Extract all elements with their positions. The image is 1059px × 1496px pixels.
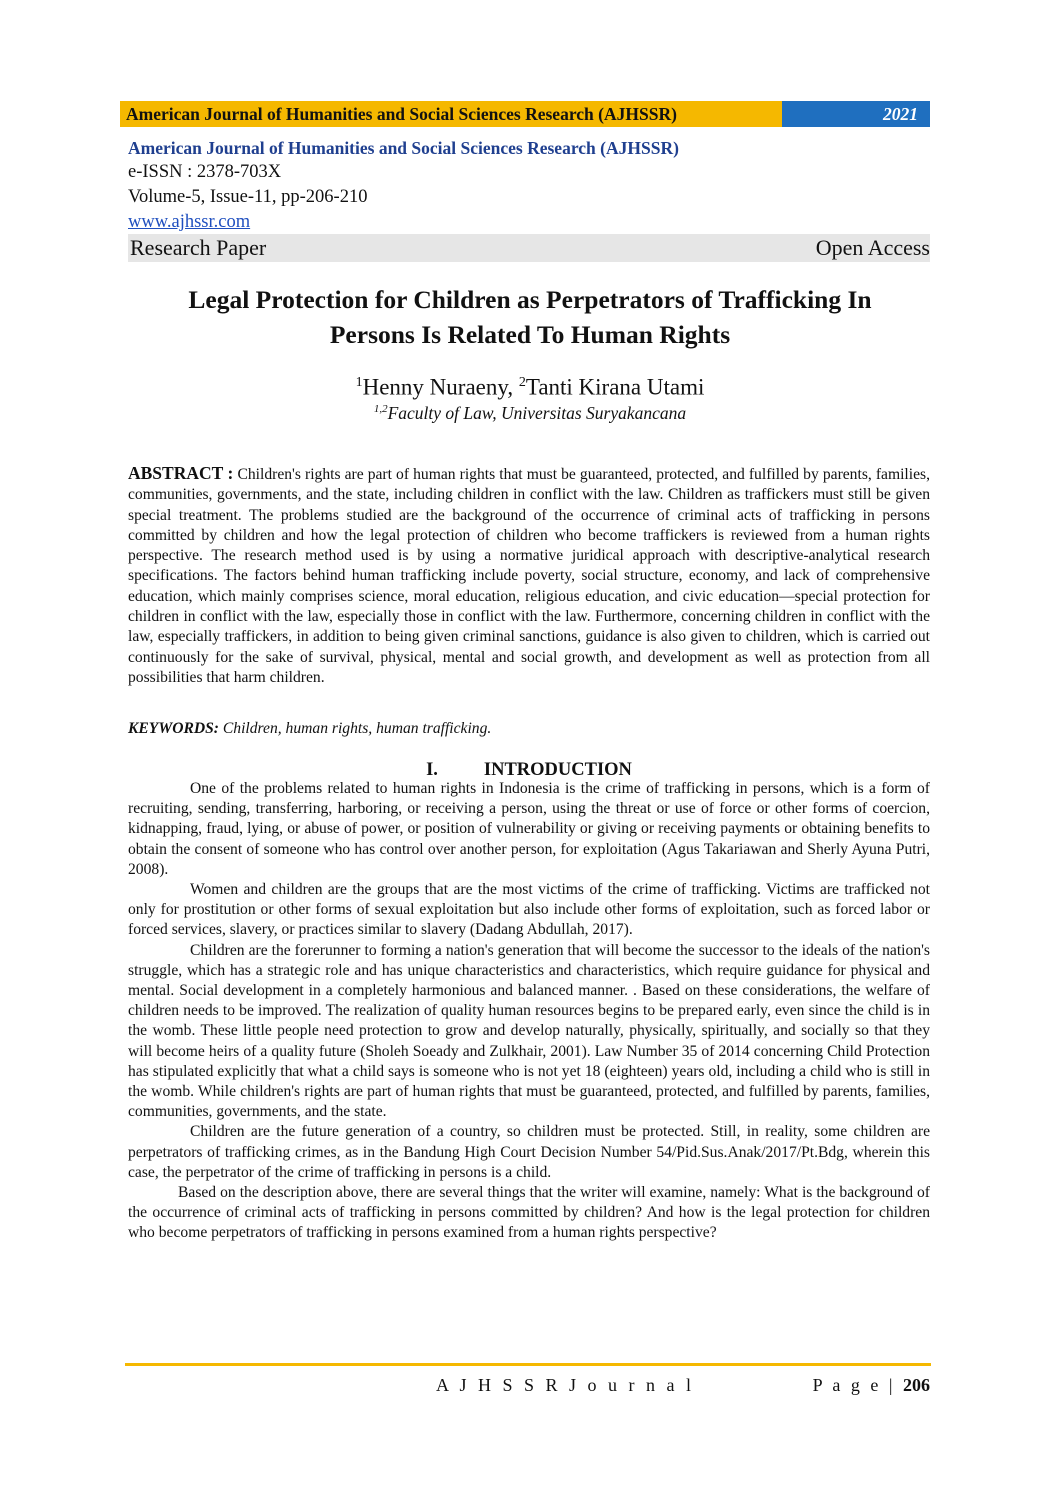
keywords-text: Children, human rights, human trafficking. xyxy=(222,720,492,737)
author-2-sup: 2 xyxy=(518,375,526,390)
section-title: INTRODUCTION xyxy=(483,760,632,780)
title-line-2: Persons Is Related To Human Rights xyxy=(329,320,731,349)
title-line-1: Legal Protection for Children as Perpetrators of Trafficking In xyxy=(188,285,872,314)
access-type: Open Access xyxy=(815,235,930,260)
introduction-body xyxy=(128,779,930,1244)
journal-bar-year: 2021 xyxy=(782,101,930,127)
abstract xyxy=(128,463,930,688)
paragraph: Women and children are the groups that are the most victims of the crime of trafficking. Victims are trafficked not only for prostitution or other forms of sexual exploitation but also include other forms of exploitation, such as forced labor or forced services, slavery, or practices similar to slavery (Dadang Abdullah, 2017). xyxy=(128,881,930,939)
affiliation-sup: 1,2 xyxy=(373,403,388,415)
paragraph: Children are the forerunner to forming a nation's generation that will become the successor to the ideals of the nation's struggle, which has a strategic role and has unique characteristics and characteristics, which require guidance for physical and mental. Social development in a completely harmonious and balanced manner. . Based on these considerations, the welfare of children needs to be improved. The realization of quality human resources begins to be prepared early, even since the child is in the womb. These little people need protection to grow and develop naturally, physically, spiritually, and socially so that they will become heirs of a quality future (Sholeh Soeady and Zulkhair, 2001). Law Number 35 of 2014 concerning Child Protection has stipulated explicitly that what a child says is someone who is not yet 18 (eighteen) years old, including a child who is still in the womb. While children's rights are part of human rights that must be guaranteed, protected, and fulfilled by parents, families, communities, governments, and the state. xyxy=(128,941,930,1121)
paragraph: Children are the future generation of a country, so children must be protected. Still, in reality, some children are perpetrators of trafficking crimes, as in the Bandung High Court Decision Number 54/Pid.Sus.Anak/2017/Pt.Bdg, wherein this case, the perpetrator of the crime of trafficking in persons is a child. xyxy=(128,1123,930,1181)
footer-journal: A J H S S R J o u r n a l xyxy=(436,1375,695,1395)
journal-url-link[interactable]: www.ajhssr.com xyxy=(128,212,251,232)
keywords xyxy=(128,719,930,739)
journal-meta xyxy=(128,136,930,262)
volume-issue: Volume-5, Issue-11, pp-206-210 xyxy=(128,187,368,207)
affiliation xyxy=(100,397,960,425)
footer-rule xyxy=(125,1363,931,1366)
author-2: Tanti Kirana Utami xyxy=(525,374,705,400)
abstract-text: Children's rights are part of human rights that must be guaranteed, protected, and fulfilled by parents, families, communities, governments, and the state, including children in conflict with the law. Children as traffickers must still be given special treatment. The problems studied are the background of the occurrence of criminal acts of trafficking in persons committed by children and how the legal protection of children who become traffickers is reviewed from a human rights perspective. The research method used is by using a normative juridical approach with descriptive-analytical research specifications. The factors behind human trafficking include poverty, social structure, economy, and lack of comprehensive education, which mainly comprises science, moral education, religious education, and civic education—special protection for children in conflict with the law, especially those in conflict with the law. Furthermore, concerning children in conflict with the law, especially traffickers, in addition to being given criminal sanctions, guidance is also given to children, which is carried out continuously for the sake of survival, physical, mental and social growth, and development as well as protection from all possibilities that harm children. xyxy=(128,466,930,686)
affiliation-text: Faculty of Law, Universitas Suryakancana xyxy=(387,402,687,423)
journal-bar-title: American Journal of Humanities and Social Sciences Research (AJHSSR) xyxy=(120,101,782,127)
keywords-label: KEYWORDS: xyxy=(128,720,219,737)
page-number: 206 xyxy=(903,1375,930,1395)
author-1: Henny Nuraeny, xyxy=(362,374,519,400)
author-1-sup: 1 xyxy=(355,375,363,390)
section-number: I. xyxy=(426,760,438,780)
footer-page xyxy=(813,1373,930,1397)
page-label: P a g e | xyxy=(812,1375,903,1395)
paragraph: One of the problems related to human rights in Indonesia is the crime of trafficking in persons, which is a form of recruiting, sending, transferring, harboring, or receiving a person, using the threat or use of force or other forms of coercion, kidnapping, fraud, lying, or abuse of power, or position of vulnerability or giving or receiving payments or obtaining benefits to obtain the consent of someone who has control over another person, for exploitation (Agus Takariawan and Sherly Ayuna Putri, 2008). xyxy=(128,780,930,878)
paper-type: Research Paper xyxy=(130,235,267,260)
page-footer xyxy=(128,1373,930,1397)
paragraph: Based on the description above, there are several things that the writer will examine, namely: What is the background of the occurrence of criminal acts of trafficking in persons committed by children? And how is the legal protection for children who become perpetrators of trafficking in persons examined from a human rights perspective? xyxy=(128,1184,930,1242)
journal-name: American Journal of Humanities and Social Sciences Research (AJHSSR) xyxy=(128,138,679,158)
eissn: e-ISSN : 2378-703X xyxy=(128,162,282,182)
journal-header-bar xyxy=(120,101,930,127)
paper-title xyxy=(100,282,960,352)
paper-type-band xyxy=(128,234,930,262)
abstract-label: ABSTRACT : xyxy=(128,463,234,483)
